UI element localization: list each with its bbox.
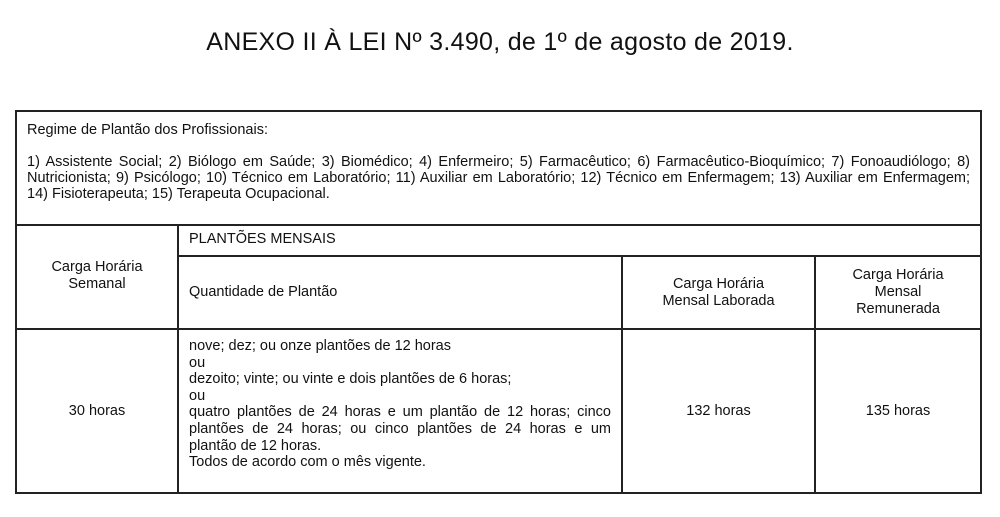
quantidade-line: ou xyxy=(189,354,206,371)
row-carga-semanal xyxy=(17,330,177,492)
quantidade-line: ou xyxy=(189,387,206,404)
quantidade-line: Todos de acordo com o mês vigente. xyxy=(189,454,426,471)
header-carga-semanal xyxy=(17,224,177,328)
quantidade-line: nove; dez; ou onze plantões de 12 horas xyxy=(189,338,451,354)
header-carga-remunerada-label: Carga Horária Mensal Remunerada xyxy=(852,267,944,317)
row-quantidade xyxy=(179,330,621,492)
header-carga-remunerada xyxy=(816,257,980,328)
row-carga-remunerada xyxy=(816,330,980,492)
header-carga-semanal-label: Carga Horária Semanal xyxy=(51,259,143,292)
plantao-table xyxy=(15,110,982,494)
table-intro xyxy=(17,112,980,226)
header-quantidade-label: Quantidade de Plantão xyxy=(189,284,338,300)
quantidade-line: quatro plantões de 24 horas e um plantão de 12 horas; cinco plantões de 24 horas; ou cinco plantões de 24 horas e um plantão de 12 horas. xyxy=(189,404,611,454)
header-quantidade xyxy=(179,257,621,328)
header-plantoes-mensais-label: PLANTÕES MENSAIS xyxy=(189,231,336,247)
header-plantoes-mensais xyxy=(179,224,980,255)
row-carga-laborada-value: 132 horas xyxy=(686,402,751,419)
document-title: ANEXO II À LEI Nº 3.490, de 1º de agosto de 2019. xyxy=(206,28,794,56)
professions-list: 1) Assistente Social; 2) Biólogo em Saúde; 3) Biomédico; 4) Enfermeiro; 5) Farmacêutico; 6) Farmacêutico-Bioquímico; 7) Fonoaudiólogo; 8) Nutricionista; 9) Psicólogo; 10) Técnico em Laboratório; 11) Auxiliar em Laboratório; 12) Técnico em Enfermagem; 13) Auxiliar em Enfermagem; 14) Fisioterapeuta; 15) Terapeuta Ocupacional. xyxy=(27,154,970,202)
row-carga-laborada xyxy=(623,330,814,492)
row-carga-remunerada-value: 135 horas xyxy=(865,402,931,419)
row-carga-semanal-value: 30 horas xyxy=(68,402,126,419)
intro-heading: Regime de Plantão dos Profissionais: xyxy=(27,122,268,138)
quantidade-line: dezoito; vinte; ou vinte e dois plantões de 6 horas; xyxy=(189,371,512,388)
header-carga-laborada-label: Carga Horária Mensal Laborada xyxy=(662,275,775,309)
header-carga-laborada xyxy=(623,257,814,328)
